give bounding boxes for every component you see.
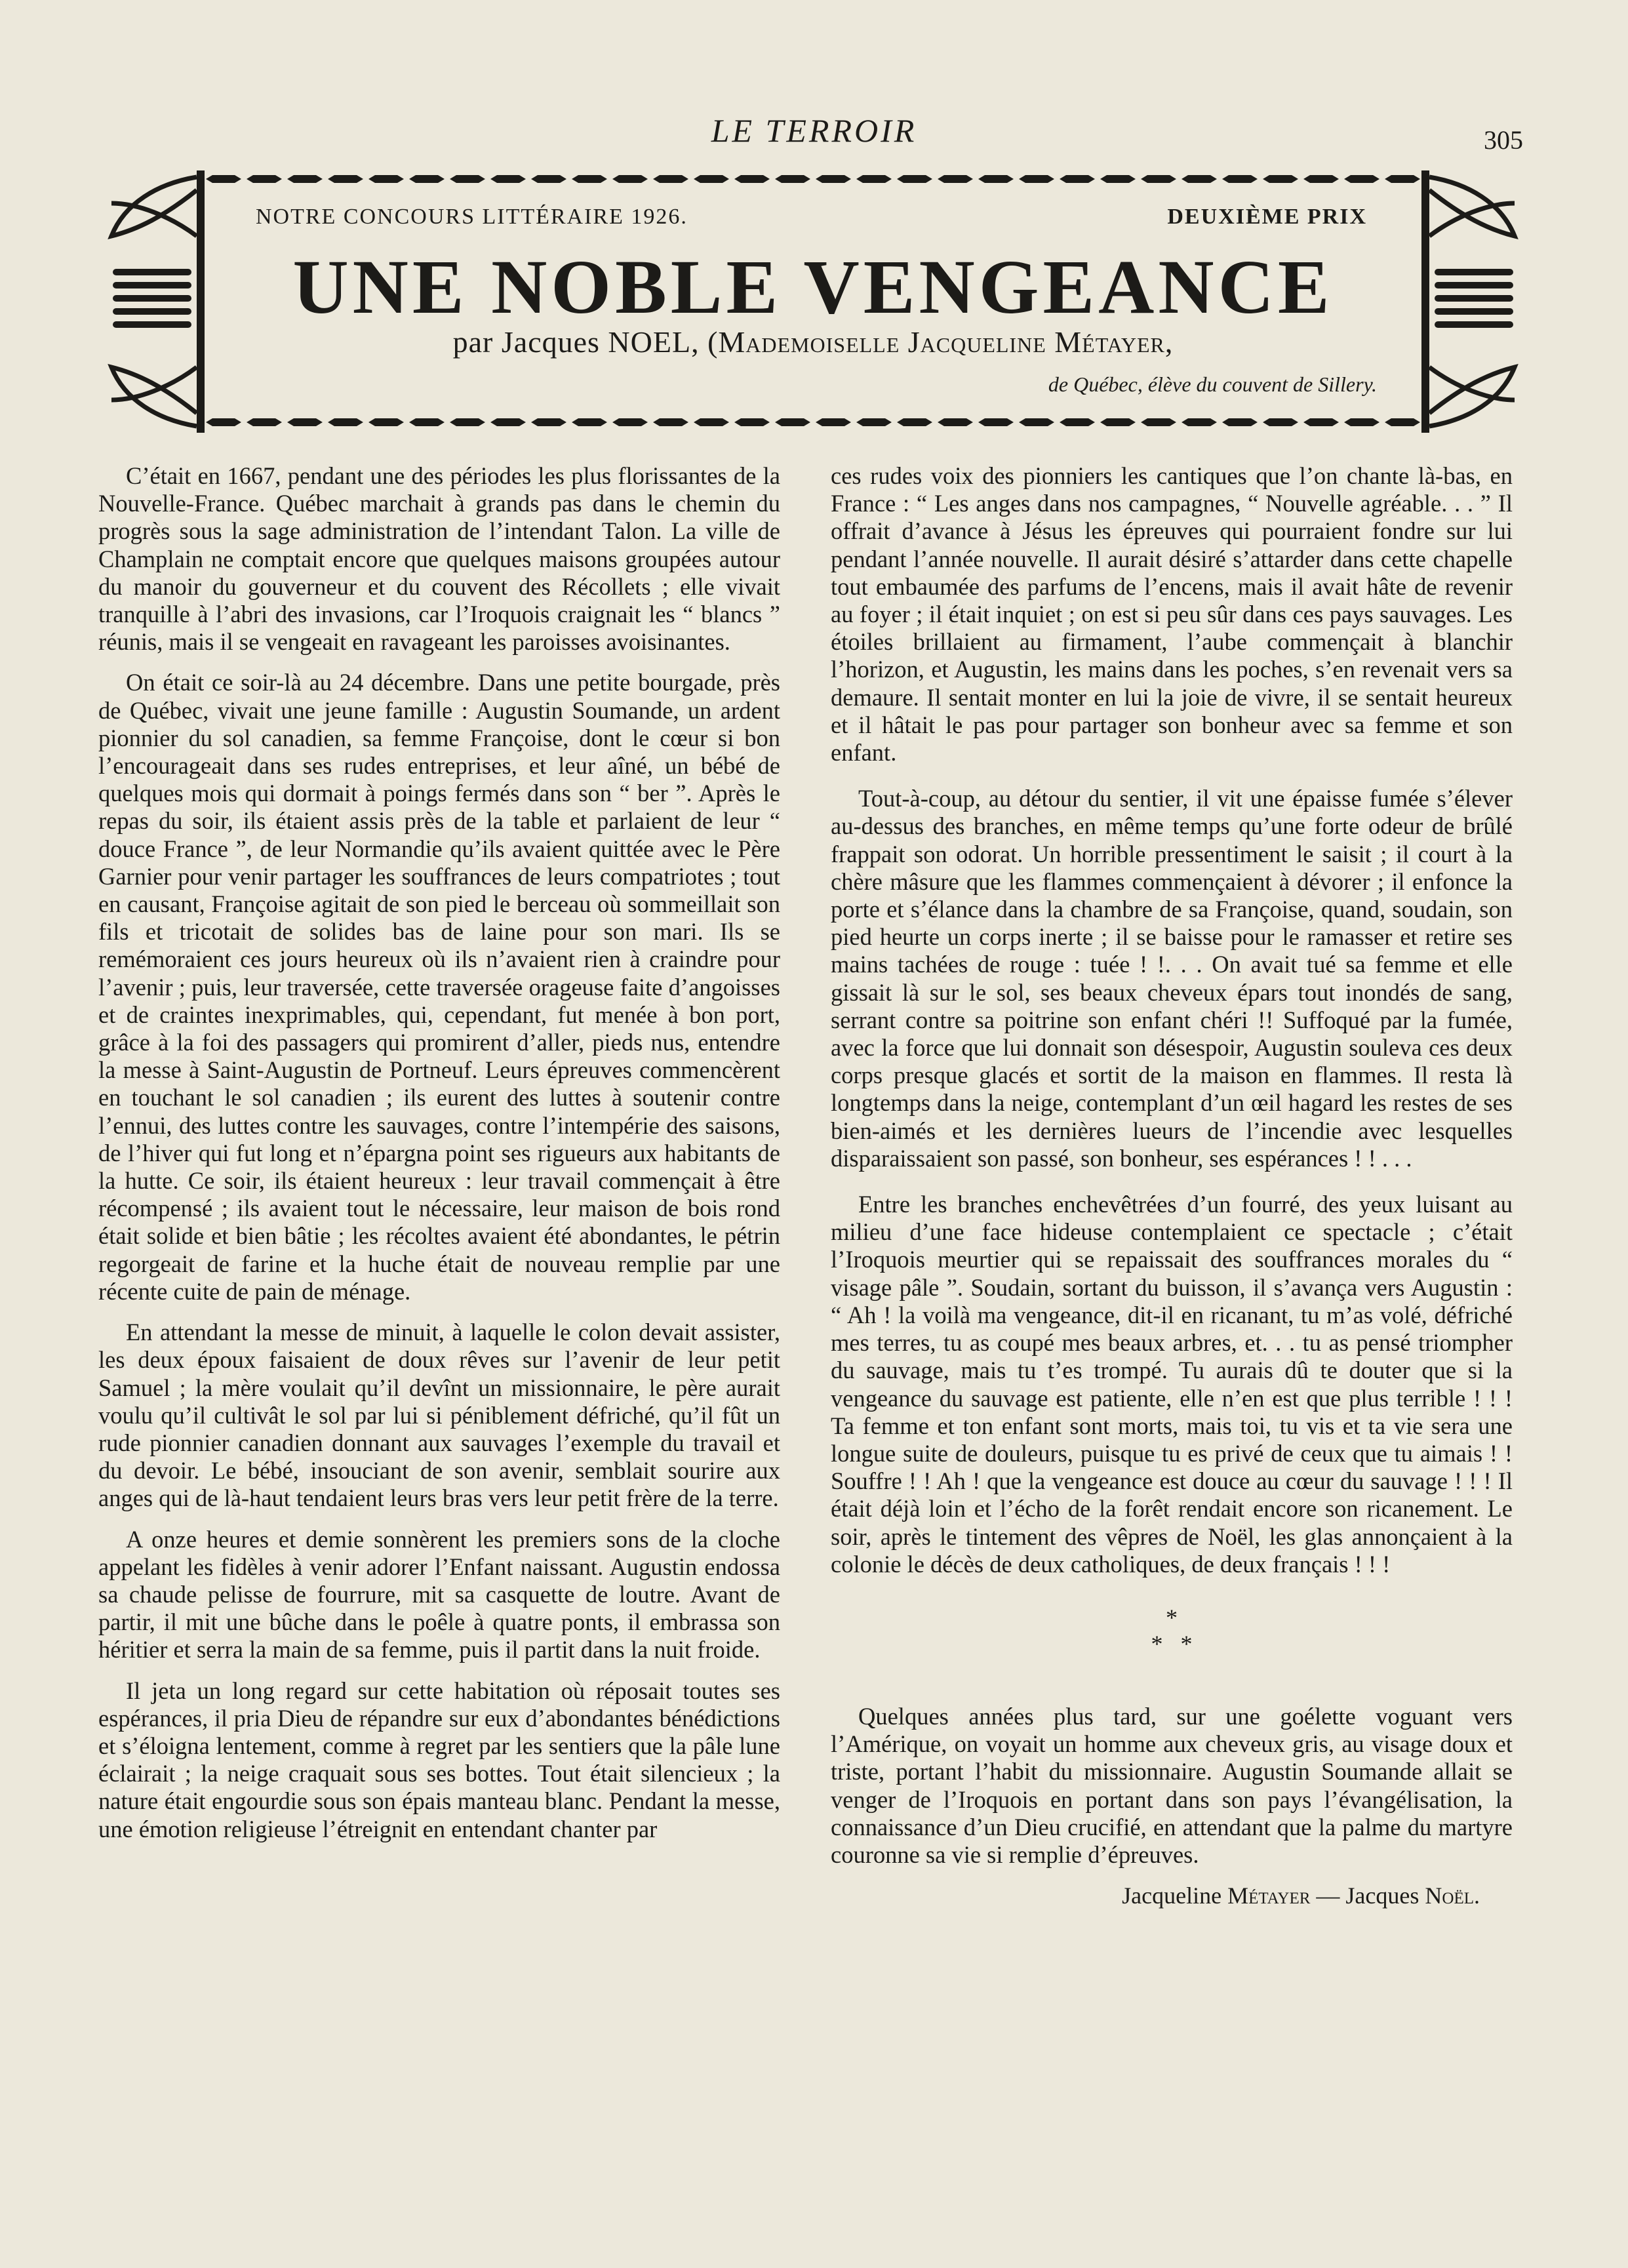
signature-surname: Métayer — [1227, 1882, 1311, 1909]
signature-first-name: Jacqueline — [1122, 1882, 1222, 1909]
page-number: 305 — [1484, 125, 1523, 155]
signature — [831, 1882, 1513, 1909]
paragraph: En attendant la messe de minuit, à laquelle le colon devait assister, les deux époux faisaient de doux rêves sur l’avenir de leur petit Samuel ; la mère voulait qu’il devînt un missionnaire, le père aurait voulu qu’il cultivât le sol par lui si péniblement défriché, qu’il fût un rude pionnier canadien donnant aux sauvages l’exemple du travail et du devoir. Le bébé, insouciant de son avenir, semblait sourire aux anges qui de là-haut tendaient leurs bras vers leur petit frère de la terre. — [98, 1319, 780, 1512]
left-column — [98, 462, 780, 1856]
paragraph: ces rudes voix des pionniers les cantiques que l’on chante là-bas, en France : “ Les anges dans nos campagnes, “ Nouvelle agréable. . . ” Il offrait d’avance à Jésus les épreuves qui pourraient fondre sur lui pendant l’année nouvelle. Il aurait désiré s’attarder dans cette chapelle tout embaumée des parfums de l’encens, mais il avait hâte de revenir au foyer ; il était inquiet ; on est si peu sûr dans ces pays sauvages. Les étoiles brillaient au firmament, l’aube commençait à blanchir l’horizon, et Augustin, les mains dans les poches, s’en revenait vers sa demaure. Il sentait monter en lui la joie de vivre, il se sentait heureux et il hâtait le pas pour partager son bonheur avec sa femme et son enfant. — [831, 462, 1513, 766]
paragraph: C’était en 1667, pendant une des périodes les plus florissantes de la Nouvelle-France. Québec marchait à grands pas dans le chemin du progrès sous la sage administration de l’intendant Talon. La ville de Champlain ne comptait encore que quelques maisons groupées autour du manoir du gouverneur et du couvent des Récollets ; elle vivait tranquille à l’abri des invasions, car l’Iroquois craignait les “ blancs ” réunis, mais il se vengeait en ravageant les paroisses avoisinantes. — [98, 462, 780, 656]
paragraph: Quelques années plus tard, sur une goélette voguant vers l’Amérique, on voyait un homme aux cheveux gris, au visage doux et triste, portant l’habit du missionnaire. Augustin Soumande allait se venger de l’Iroquois en portant dans son pays l’évangélisation, la connaissance d’un Dieu crucifié, en attendant que la palme du martyre couronne sa vie si remplie d’épreuves. — [831, 1702, 1513, 1868]
signature-dash: — — [1310, 1882, 1346, 1909]
contest-label: NOTRE CONCOURS LITTÉRAIRE 1926. — [256, 205, 688, 229]
paragraph: A onze heures et demie sonnèrent les premiers sons de la cloche appelant les fidèles à venir adorer l’Enfant naissant. Augustin endossa sa chaude pelisse de fourrure, mit sa casquette de loutre. Avant de partir, il mit une bûche dans le poêle à quatre ponts, il embrassa son héritier et serra la main de sa femme, puis il partit dans la nuit froide. — [98, 1525, 780, 1663]
running-title: LE TERROIR — [711, 112, 917, 149]
right-column — [831, 462, 1513, 1909]
article-title: UNE NOBLE VENGEANCE — [292, 244, 1334, 330]
signature-pen-first-name: Jacques — [1345, 1882, 1420, 1909]
top-border-rule — [203, 172, 1423, 186]
title-frame — [98, 164, 1528, 439]
signature-pen-surname: Noël. — [1425, 1882, 1480, 1909]
bottom-border-rule — [203, 415, 1423, 429]
separator-stars: * * — [1151, 1630, 1193, 1657]
paragraph: Entre les branches enchevêtrées d’un fourré, des yeux luisant au milieu d’une face hideuse contemplaient ce spectacle ; c’était l’Iroquois meurtier qui se repaissait des souffrances morales du “ visage pâle ”. Soudain, sortant du buisson, il s’avança vers Augustin : “ Ah ! la voilà ma vengeance, dit-il en ricanant, tu m’as volé, défriché mes terres, tu as coupé mes beaux arbres, et. . . tu as pensé triompher du sauvage, mais tu t’es trompé. Tu aurais dû te douter que si la vengeance du sauvage est patiente, elle n’en est que plus terrible ! ! ! Ta femme et ton enfant sont morts, mais toi, tu vis et ta vie sera une longue suite de douleurs, puisque tu es privé de ceux que tu aimais ! ! Souffre ! ! Ah ! que la vengeance est douce au cœur du sauvage ! ! ! Il était déjà loin et l’écho de la forêt rendait encore son ricanement. Le soir, après le tintement des vêpres de Noël, les glas annonçaient à la colonie le décès de deux catholiques, de deux français ! ! ! — [831, 1191, 1513, 1578]
byline-prefix: par Jacques NOEL, ( — [452, 325, 719, 359]
byline — [98, 325, 1528, 359]
affiliation: de Québec, élève du couvent de Sillery. — [1048, 372, 1377, 396]
byline-author: Mademoiselle Jacqueline Métayer, — [718, 325, 1174, 359]
paragraph: Tout-à-coup, au détour du sentier, il vit une épaisse fumée s’élever au-dessus des branches, en même temps qu’une forte odeur de brûlé frappait son odorat. Un horrible pressentiment le saisit ; il court à la chère mâsure que les flammes commençaient à dévorer ; il enfonce la porte et s’élance dans la chambre de sa Françoise, quand, soudain, son pied heurte un corps inerte ; il se baisse pour le ramasser et retire ses mains tachées de rouge : tuée ! !. . . On avait tué sa femme et elle gissait là sur le sol, ses beaux cheveux épars tout inondés de sang, serrant contre sa poitrine son enfant chéri !! Suffoqué par la fumée, avec la force que lui donnait son désespoir, Augustin souleva ces deux corps presque glacés et sortit de la maison en flammes. Il resta là longtemps dans la neige, contemplant d’un œil hagard les restes de ses bien-aimés et les dernières lueurs de l’incendie avec lesquelles disparaissaient son passé, son bonheur, ses espérances ! ! . . . — [831, 785, 1513, 1172]
section-separator — [831, 1604, 1513, 1657]
paragraph: Il jeta un long regard sur cette habitation où réposait toutes ses espérances, il pria Dieu de répandre sur eux d’abondantes bénédictions et s’éloigna lentement, comme à regret par les sentiers que la pâle lune éclairait ; la neige craquait sous ses bottes. Tout était silencieux ; la nature était engourdie sous son épais manteau blanc. Pendant la messe, une émotion religieuse l’étreignit en entendant chanter par — [98, 1677, 780, 1842]
separator-star: * — [1166, 1604, 1178, 1631]
paragraph: On était ce soir-là au 24 décembre. Dans une petite bourgade, près de Québec, vivait une jeune famille : Augustin Soumande, un ardent pionnier du sol canadien, sa femme Françoise, dont le cœur si bon l’encourageait dans ses rudes entreprises, et leur aîné, un bébé de quelques mois qui dormait à poings fermés dans son “ ber ”. Après le repas du soir, ils étaient assis près de la table et parlaient de leur “ douce France ”, de leur Normandie qu’ils avaient quittée avec le Père Garnier pour venir partager les souffrances de leurs compatriotes ; tout en causant, Françoise agitait de son pied le berceau où sommeillait son fils et tricotait de solides bas de laine pour son mari. Ils se remémoraient ces jours heureux où ils n’avaient rien à craindre pour l’avenir ; puis, leur traversée, cette traversée orageuse faite d’angoisses et de craintes inexprimables, qui, cependant, fut menée à bon port, grâce à la foi des passagers qui promirent d’aller, pieds nus, entendre la messe à Saint-Augustin de Portneuf. Leurs épreuves commencèrent en touchant le sol canadien ; ils eurent des luttes à soutenir contre l’ennui, des luttes contre les sauvages, contre l’intempérie des saisons, de l’hiver qui fut long et n’épargna point ses rigueurs aux habitants de la hutte. Ce soir, ils étaient heureux : leur travail commençait à être récompensé ; ils avaient tout le nécessaire, leur maison de bois rond était solide et bien bâtie ; les récoltes avaient été abondantes, le pétrin regorgeait de farine et la huche était de nouveau remplie par une récente cuite de pain de ménage. — [98, 669, 780, 1305]
prize-label: DEUXIÈME PRIX — [1167, 205, 1367, 229]
